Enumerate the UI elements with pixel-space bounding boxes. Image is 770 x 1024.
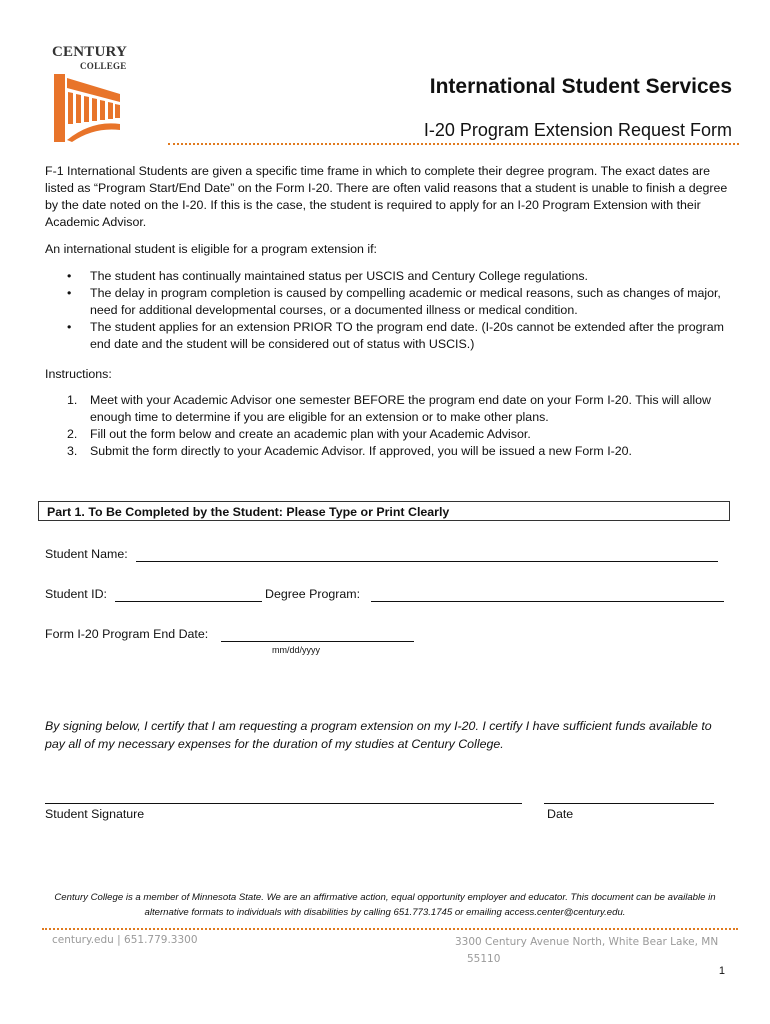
footer-address (455, 934, 735, 968)
list-item: • The student applies for an extension PRIOR TO the program end date. (I-20s cannot be extended after the program end date and the student will be considered out of status with USCIS.) (67, 320, 724, 351)
eligibility-lead: An international student is eligible for a program extension if: (45, 242, 377, 256)
page-title: International Student Services (429, 75, 732, 98)
end-date-format-hint: mm/dd/yyyy (272, 645, 321, 655)
student-id-field[interactable] (115, 601, 262, 602)
page-number: 1 (718, 965, 725, 977)
degree-program-label: Degree Program: (265, 587, 361, 601)
address-line-2: 55110 (467, 953, 501, 965)
date-label: Date (547, 807, 574, 821)
list-item: • The student has continually maintained status per USCIS and Century College regulations. (67, 269, 588, 283)
list-item: 3. Submit the form directly to your Academic Advisor. If approved, you will be issued a new Form I-20. (67, 444, 632, 458)
logo-wordmark-college: COLLEGE (80, 61, 127, 71)
logo-wordmark-century: CENTURY (52, 44, 128, 60)
bullet-icon: • (67, 320, 72, 334)
bullet-icon: • (67, 269, 72, 283)
date-field[interactable] (544, 803, 714, 804)
instructions-list (45, 392, 735, 460)
list-item: 2. Fill out the form below and create an academic plan with your Academic Advisor. (67, 427, 531, 441)
part1-heading: Part 1. To Be Completed by the Student: Please Type or Print Clearly (38, 501, 730, 521)
student-name-label: Student Name: (45, 547, 128, 561)
form-title: I-20 Program Extension Request Form (423, 120, 732, 140)
bullet-icon: • (67, 286, 72, 300)
intro-paragraph: F-1 International Students are given a specific time frame in which to complete their degree program. The exact dates are listed as “Program Start/End Date” on the Form I-20. There are often valid reasons that a student is unable to finish a degree by the date noted on the I-20. If this is the case, the student is required to apply for an I-20 Program Extension with their Academic Advisor. (45, 164, 728, 229)
end-date-label: Form I-20 Program End Date: (45, 627, 209, 641)
century-college-logo-icon (52, 74, 122, 142)
student-signature-field[interactable] (45, 803, 522, 804)
degree-program-field[interactable] (371, 601, 724, 602)
list-item: • The delay in program completion is caused by compelling academic or medical reasons, such as changes of major, need for additional developmental courses, or a documented illness or medical condition. (67, 286, 721, 317)
footer-contact: century.edu | 651.779.3300 (52, 934, 198, 946)
certification-statement: By signing below, I certify that I am requesting a program extension on my I-20. I certify I have sufficient funds available to pay all of my necessary expenses for the duration of my studies at Century College. (45, 719, 712, 751)
student-signature-label: Student Signature (45, 807, 145, 821)
list-item: 1. Meet with your Academic Advisor one semester BEFORE the program end date on your Form I-20. This will allow enough time to determine if you are eligible for an extension or to make other plans. (67, 393, 711, 424)
footer-notice: Century College is a member of Minnesota State. We are an affirmative action, equal opportunity employer and educator. This document can be available in alternative formats to individuals with disabilities by calling 651.773.1745 or emailing access.center@century.edu. (54, 892, 716, 918)
student-id-label: Student ID: (45, 587, 107, 601)
student-name-field[interactable] (136, 561, 718, 562)
end-date-field[interactable] (221, 641, 414, 642)
eligibility-list (45, 268, 735, 353)
instructions-lead: Instructions: (45, 367, 112, 381)
address-line-1: 3300 Century Avenue North, White Bear Lake, MN (455, 936, 719, 948)
footer-divider (42, 928, 738, 930)
header-divider (168, 143, 739, 145)
